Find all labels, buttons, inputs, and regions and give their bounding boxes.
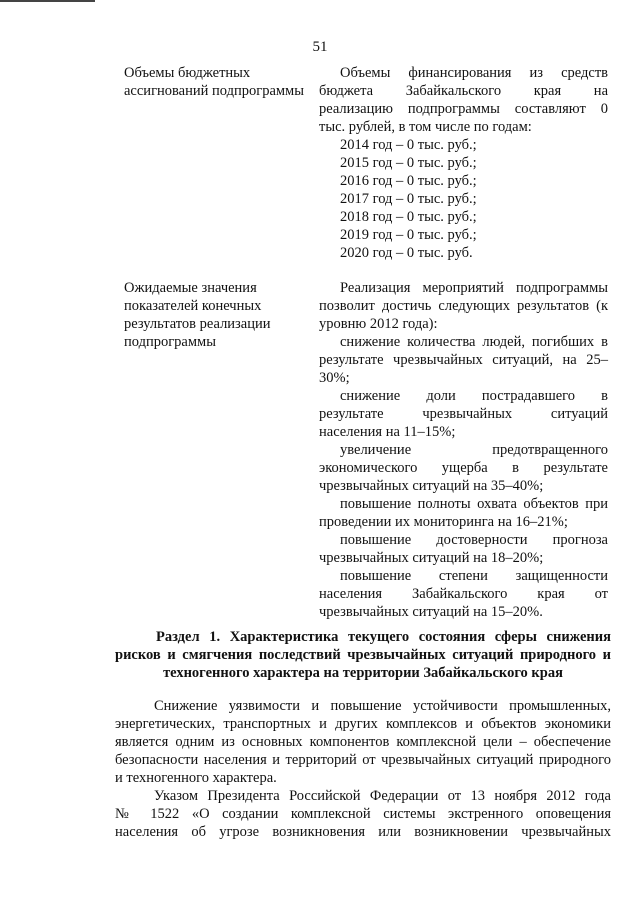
page-number: 51	[312, 39, 328, 55]
results-text-line: увеличение предотвращенного	[340, 442, 608, 458]
budget-text-line: бюджета Забайкальского края на	[319, 83, 608, 99]
results-text-line: позволит достичь следующих результатов (к	[319, 298, 608, 314]
section-heading-line: техногенного характера на территории Забайкальского края	[163, 665, 563, 681]
budget-text-line: Объемы финансирования из средств	[340, 65, 608, 81]
results-text-line: Реализация мероприятий подпрограммы	[340, 280, 608, 296]
budget-year-line: 2017 год – 0 тыс. руб.;	[340, 191, 477, 207]
results-text	[319, 279, 608, 621]
budget-text-line: тыс. рублей, в том числе по годам:	[319, 119, 532, 135]
top-rule	[0, 0, 95, 2]
results-text-line: повышение полноты охвата объектов при	[340, 496, 608, 512]
results-label	[124, 279, 314, 351]
paragraph-line: Снижение уязвимости и повышение устойчивости промышленных,	[154, 698, 611, 714]
results-text-line: населения на 11–15%;	[319, 424, 456, 440]
paragraph-line: № 1522 «О создании комплексной системы экстренного оповещения	[115, 806, 611, 822]
results-text-line: снижение доли пострадавшего в	[340, 388, 608, 404]
budget-label-line: Объемы бюджетных	[124, 65, 251, 81]
paragraph-line: энергетических, транспортных и других комплексов и объектов экономики	[115, 716, 611, 732]
results-text-line: проведении их мониторинга на 16–21%;	[319, 514, 568, 530]
results-text-line: чрезвычайных ситуаций на 15–20%.	[319, 604, 543, 620]
results-text-line: результате чрезвычайных ситуаций	[319, 406, 608, 422]
budget-year-line: 2020 год – 0 тыс. руб.	[340, 245, 473, 261]
section-heading-line: Раздел 1. Характеристика текущего состояния сферы снижения	[156, 629, 611, 645]
results-label-line: Ожидаемые значения	[124, 280, 257, 296]
results-text-line: населения Забайкальского края от	[319, 586, 608, 602]
paragraph-line: населения об угрозе возникновения или возникновении чрезвычайных	[115, 824, 611, 840]
results-label-line: результатов реализации	[124, 316, 271, 332]
budget-year-line: 2019 год – 0 тыс. руб.;	[340, 227, 477, 243]
budget-year-line: 2018 год – 0 тыс. руб.;	[340, 209, 477, 225]
results-text-line: снижение количества людей, погибших в	[340, 334, 608, 350]
results-text-line: чрезвычайных ситуаций на 35–40%;	[319, 478, 544, 494]
section-heading	[115, 628, 611, 682]
budget-year-line: 2014 год – 0 тыс. руб.;	[340, 137, 477, 153]
results-text-line: уровню 2012 года):	[319, 316, 438, 332]
paragraph-line: и техногенного характера.	[115, 770, 277, 786]
section-heading-line: рисков и смягчения последствий чрезвычайных ситуаций природного и	[115, 647, 611, 663]
results-label-line: подпрограммы	[124, 334, 216, 350]
paragraph-line: является одним из основных компонентов комплексной цели – обеспечение	[115, 734, 611, 750]
budget-year-line: 2016 год – 0 тыс. руб.;	[340, 173, 477, 189]
paragraph-1	[115, 697, 611, 787]
budget-year-line: 2015 год – 0 тыс. руб.;	[340, 155, 477, 171]
results-text-line: чрезвычайных ситуаций на 18–20%;	[319, 550, 544, 566]
results-text-line: повышение достоверности прогноза	[340, 532, 608, 548]
budget-label-line: ассигнований подпрограммы	[124, 83, 304, 99]
results-text-line: 30%;	[319, 370, 350, 386]
budget-label	[124, 64, 314, 100]
paragraph-2	[115, 787, 611, 841]
results-text-line: результате чрезвычайных ситуаций, на 25–	[319, 352, 608, 368]
paragraph-line: Указом Президента Российской Федерации от 13 ноября 2012 года	[154, 788, 611, 804]
results-label-line: показателей конечных	[124, 298, 262, 314]
paragraph-line: безопасности населения и территорий от чрезвычайных ситуаций природного	[115, 752, 611, 768]
budget-text-line: реализацию подпрограммы составляют 0	[319, 101, 608, 117]
results-text-line: повышение степени защищенности	[340, 568, 608, 584]
results-text-line: экономического ущерба в результате	[319, 460, 608, 476]
budget-text	[319, 64, 608, 136]
